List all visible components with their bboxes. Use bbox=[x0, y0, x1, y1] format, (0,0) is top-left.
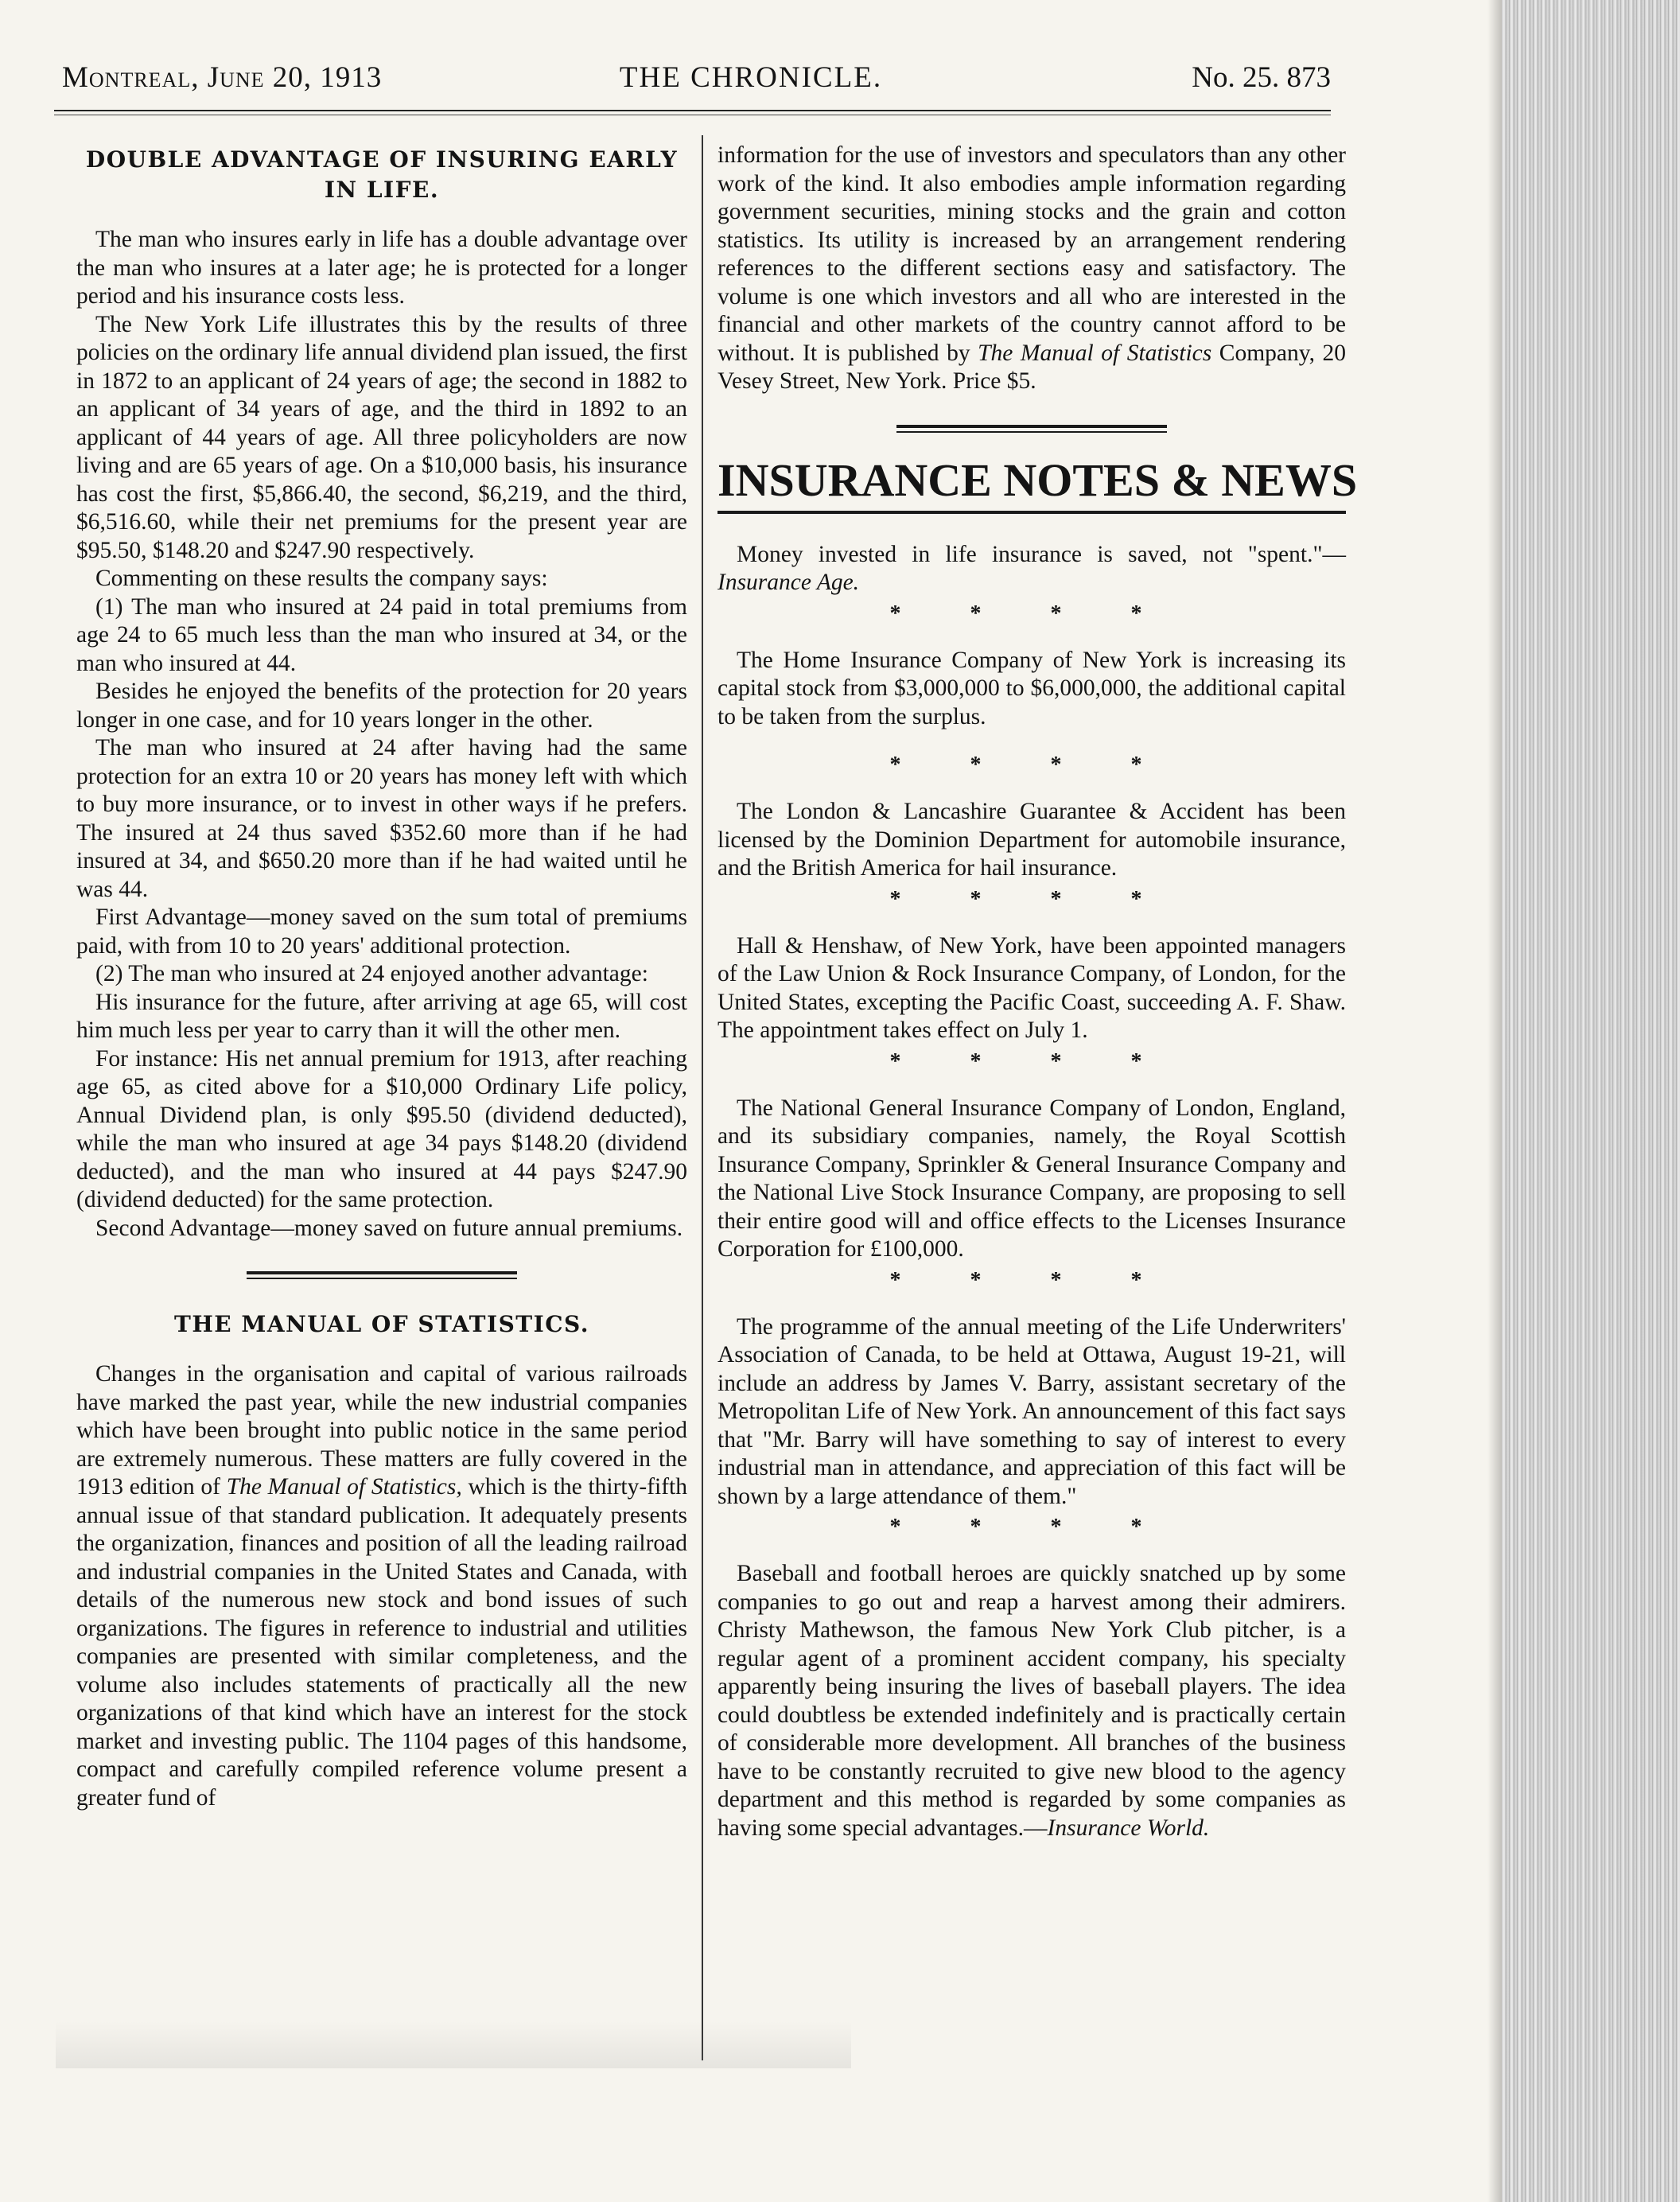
text-run: Baseball and football heroes are quickly snatched up by some companies to go out and reap a harvest among their admirers. Christy Mathewson, the famous New York Club pitcher, is a regular agent of a prominent accident company, his specialty apparently being insuring the lives of baseball players. The idea could doubtless be extended indefinitely and is practically certain of considerable more development. All branches of the business have to be constantly recruited to give new blood to the agency department and this method is regarded by some companies as having some special advantages.— bbox=[718, 1561, 1346, 1841]
asterisk-separator: * * * * bbox=[889, 601, 1174, 626]
asterisk-separator: * * * * bbox=[889, 753, 1174, 777]
right-column bbox=[718, 142, 1358, 1842]
column-divider bbox=[702, 135, 703, 2060]
book-page-edges bbox=[1502, 0, 1680, 2202]
text-run: Changes in the organisation and capital of various railroads have marked the past year, while the new industrial companies which have been brought into public notice in the same period are extremely numerous. These matters are fully covered in the 1913 edition of bbox=[76, 1361, 687, 1500]
article-paragraph bbox=[76, 1360, 687, 1812]
asterisk-separator: * * * * bbox=[889, 886, 1174, 912]
article-paragraph: Commenting on these results the company says: bbox=[95, 566, 548, 591]
article-paragraph: Second Advantage—money saved on future annual premiums. bbox=[95, 1215, 683, 1241]
section-divider-rule bbox=[896, 425, 1167, 433]
print-smudge bbox=[56, 2021, 851, 2068]
article-title-insuring-early: DOUBLE ADVANTAGE OF INSURING EARLY IN LIFE. bbox=[85, 146, 679, 203]
publication-title: The Manual of Statistics bbox=[978, 340, 1212, 366]
text-run: Company, 20 Vesey Street, New York. Price $5. bbox=[718, 340, 1347, 394]
article-paragraph: The New York Life illustrates this by the results of three policies on the ordinary life annual dividend plan issued, the first in 1872 to an applicant of 24 years of age; the second in 1882 to an applicant of 34 years of age, and the third in 1892 to an applicant of 44 years of age. All three policyholders are now living and are 65 years of age. On a $10,000 basis, his insurance has cost the first, $5,866.40, the second, $6,219, and the third, $6,516.60, while their net premiums for the present year are $95.50, $148.20 and $247.90 respectively. bbox=[76, 311, 687, 563]
news-item: The London & Lancashire Guarantee & Accident has been licensed by the Dominion Department for automobile insurance, and the British America for hail insurance. bbox=[718, 799, 1346, 881]
article-paragraph: The man who insured at 24 after having had the same protection for an extra 10 or 20 years has money left with which to buy more insurance, or to invest in other ways if he prefers. The insured at 24 thus saved $352.60 more than if he had insured at 34, and $650.20 more than if he had waited until he was 44. bbox=[76, 735, 687, 902]
article-title-manual-of-statistics: THE MANUAL OF STATISTICS. bbox=[174, 1311, 589, 1337]
news-item: The Home Insurance Company of New York is increasing its capital stock from $3,000,000 to $6,000,000, the additional capital to be taken from the surplus. bbox=[718, 647, 1346, 729]
article-paragraph: For instance: His net annual premium for 1913, after reaching age 65, as cited above for a $10,000 Ordinary Life policy, Annual Dividend plan, is only $95.50 (dividend deducted), while the man who insured at age 34 pays $148.20 (dividend deducted), and the man who insured at 44 pays $247.90 (dividend deducted) for the same protection. bbox=[76, 1045, 687, 1212]
section-divider-rule bbox=[247, 1271, 517, 1279]
text-run: Money invested in life insurance is saved, not "spent."— bbox=[737, 541, 1346, 567]
asterisk-separator: * * * * bbox=[889, 1048, 1174, 1074]
source-credit: Insurance Age. bbox=[718, 570, 860, 595]
article-paragraph: The man who insures early in life has a double advantage over the man who insures at a later age; he is protected for a longer period and his insurance costs less. bbox=[76, 227, 687, 309]
publication-title: The Manual of Statistics, bbox=[226, 1474, 462, 1500]
news-item: The programme of the annual meeting of the Life Underwriters' Association of Canada, to be held at Ottawa, August 19-21, will include an address by James V. Barry, assistant secretary of the Metropolitan Life of New York. An announcement of this fact says that "Mr. Barry will have something to say of interest to every industrial man in attendance, and appreciation of this fact will be shown by a large attendance of them." bbox=[718, 1313, 1346, 1509]
article-paragraph: (1) The man who insured at 24 paid in total premiums from age 24 to 65 much less than the man who insured at 34, or the man who insured at 44. bbox=[76, 593, 687, 676]
header-masthead: THE CHRONICLE. bbox=[619, 61, 883, 94]
news-item: The National General Insurance Company of London, England, and its subsidiary companies, namely, the Royal Scottish Insurance Company, Sprinkler & General Insurance Company and the National Live Stock Insurance Company, are proposing to sell their entire good will and office effects to the Licenses Insurance Corporation for £100,000. bbox=[718, 1095, 1346, 1262]
news-item bbox=[718, 541, 1346, 597]
header-rule bbox=[54, 110, 1331, 111]
article-continuation bbox=[718, 142, 1346, 396]
section-title-insurance-notes: INSURANCE NOTES & NEWS bbox=[718, 453, 1358, 506]
article-paragraph: His insurance for the future, after arriving at age 65, will cost him much less per year to carry than it will the other men. bbox=[76, 989, 687, 1043]
asterisk-separator: * * * * bbox=[889, 1267, 1174, 1293]
source-credit: Insurance World. bbox=[1047, 1815, 1210, 1841]
news-item bbox=[718, 1560, 1346, 1842]
article-paragraph: First Advantage—money saved on the sum total of premiums paid, with from 10 to 20 years' additional protection. bbox=[76, 905, 687, 959]
asterisk-separator: * * * * bbox=[889, 1515, 1174, 1539]
text-run: information for the use of investors and speculators than any other work of the kind. It also embodies ample information regarding government securities, mining stocks and the grain and cotton statistics. Its utility is increased by an arrangement rendering references to the different sections easy and satisfactory. The volume is one which investors and all who are interested in the financial and other markets of the country cannot afford to be without. It is published by bbox=[718, 142, 1346, 366]
text-run: which is the thirty-fifth annual issue of that standard publication. It adequately presents the organization, finances and position of all the leading railroad and industrial companies in the United States and Canada, with details of the numerous new stock and bond issues of such organizations. The figures in reference to industrial and utilities companies are presented with similar completeness, and the volume also includes statements of practically all the new organizations of that kind which have an interest for the stock market and investing public. The 1104 pages of this handsome, compact and carefully compiled reference volume present a greater fund of bbox=[76, 1474, 687, 1811]
news-item: Hall & Henshaw, of New York, have been appointed managers of the Law Union & Rock Insurance Company, of London, for the United States, excepting the Pacific Coast, succeeding A. F. Shaw. The appointment takes effect on July 1. bbox=[718, 932, 1346, 1043]
left-column bbox=[76, 145, 687, 1812]
section-title-rule bbox=[718, 511, 1346, 514]
article-paragraph: (2) The man who insured at 24 enjoyed another advantage: bbox=[95, 961, 648, 986]
header-dateline: Montreal, June 20, 1913 bbox=[62, 61, 383, 94]
header-issue-page: No. 25. 873 bbox=[1192, 61, 1331, 94]
article-paragraph: Besides he enjoyed the benefits of the protection for 20 years longer in one case, and for 10 years longer in the other. bbox=[76, 679, 687, 733]
